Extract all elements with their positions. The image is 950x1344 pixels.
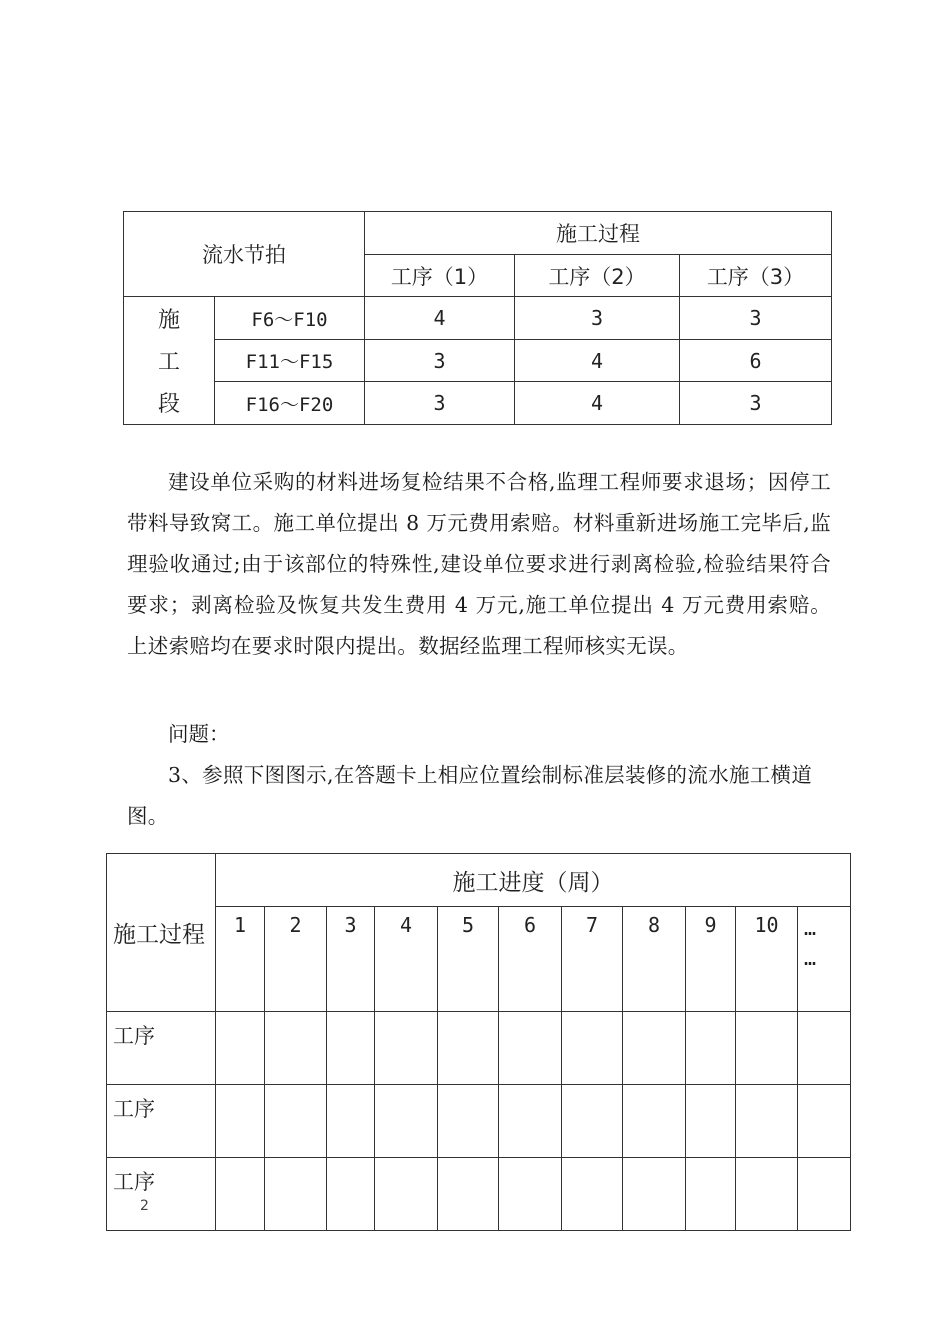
gantt-cell[interactable] <box>686 1158 736 1231</box>
gantt-cell[interactable] <box>623 1085 686 1158</box>
gantt-cell[interactable] <box>327 1085 375 1158</box>
week-number: 10 <box>736 907 798 1012</box>
gantt-cell[interactable] <box>562 1012 623 1085</box>
process-row-label: 工序 <box>107 1085 216 1158</box>
section-label-char: 施 <box>124 297 215 340</box>
week-number: 1 <box>216 907 265 1012</box>
gantt-cell[interactable] <box>623 1158 686 1231</box>
body-paragraph <box>127 462 831 667</box>
gantt-cell[interactable] <box>736 1012 798 1085</box>
rhythm-value: 3 <box>680 297 832 340</box>
section-label-char: 段 <box>124 382 215 425</box>
process-group-header: 施工过程 <box>365 212 832 255</box>
gantt-cell[interactable] <box>736 1158 798 1231</box>
task-text: 3、参照下图图示,在答题卡上相应位置绘制标准层装修的流水施工横道图。 <box>127 763 813 828</box>
gantt-cell[interactable] <box>798 1085 851 1158</box>
week-number: 7 <box>562 907 623 1012</box>
process-header: 工序（1） <box>365 255 515 297</box>
rhythm-table <box>123 211 832 425</box>
gantt-cell[interactable] <box>216 1158 265 1231</box>
week-number: 6 <box>499 907 562 1012</box>
section-range: F11～F15 <box>215 340 365 382</box>
gantt-cell[interactable] <box>265 1012 327 1085</box>
rhythm-value: 3 <box>365 340 515 382</box>
week-number: 4 <box>375 907 438 1012</box>
gantt-cell[interactable] <box>623 1012 686 1085</box>
gantt-cell[interactable] <box>327 1012 375 1085</box>
gantt-cell[interactable] <box>499 1012 562 1085</box>
gantt-cell[interactable] <box>798 1158 851 1231</box>
gantt-cell[interactable] <box>499 1085 562 1158</box>
gantt-cell[interactable] <box>686 1012 736 1085</box>
section-range: F6～F10 <box>215 297 365 340</box>
gantt-cell[interactable] <box>216 1085 265 1158</box>
week-number: 8 <box>623 907 686 1012</box>
rhythm-value: 3 <box>365 382 515 425</box>
gantt-cell[interactable] <box>686 1085 736 1158</box>
claim-description: 建设单位采购的材料进场复检结果不合格,监理工程师要求退场；因停工带料导致窝工。施工单位提出 8 万元费用索赔。材料重新进场施工完毕后,监理验收通过;由于该部位的特殊性,建设单位要求进行剥离检验,检验结果符合要求；剥离检验及恢复共发生费用 4 万元,施工单位提出 4 万元费用索赔。上述索赔均在要求时限内提出。数据经监理工程师核实无误。 <box>127 470 831 658</box>
ellipsis-line: … <box>804 946 815 970</box>
process-header: 工序（2） <box>515 255 680 297</box>
process-header: 工序（3） <box>680 255 832 297</box>
process-row-label: 工序 <box>107 1012 216 1085</box>
rhythm-value: 4 <box>365 297 515 340</box>
rhythm-value: 6 <box>680 340 832 382</box>
week-number: 2 <box>265 907 327 1012</box>
gantt-cell[interactable] <box>736 1085 798 1158</box>
process-column-header: 施工过程 <box>107 854 216 1012</box>
week-number: 9 <box>686 907 736 1012</box>
rhythm-table-corner: 流水节拍 <box>124 212 365 297</box>
section-label-char: 工 <box>124 340 215 382</box>
rhythm-value: 3 <box>515 297 680 340</box>
gantt-cell[interactable] <box>375 1158 438 1231</box>
gantt-cell[interactable] <box>438 1085 499 1158</box>
gantt-cell[interactable] <box>265 1158 327 1231</box>
rhythm-value: 4 <box>515 340 680 382</box>
gantt-cell[interactable] <box>375 1012 438 1085</box>
gantt-cell[interactable] <box>327 1158 375 1231</box>
section-range: F16～F20 <box>215 382 365 425</box>
gantt-cell[interactable] <box>375 1085 438 1158</box>
week-number: 5 <box>438 907 499 1012</box>
gantt-cell[interactable] <box>216 1012 265 1085</box>
progress-header: 施工进度（周） <box>216 854 851 907</box>
week-number: 3 <box>327 907 375 1012</box>
week-ellipsis <box>798 907 851 1012</box>
question-label: 问题： <box>168 722 230 746</box>
process-row-label: 工序 <box>107 1158 216 1231</box>
gantt-cell[interactable] <box>562 1158 623 1231</box>
gantt-cell[interactable] <box>562 1085 623 1158</box>
page-number: 2 <box>140 1198 149 1214</box>
gantt-table <box>106 853 851 1231</box>
gantt-cell[interactable] <box>438 1158 499 1231</box>
gantt-cell[interactable] <box>438 1012 499 1085</box>
gantt-cell[interactable] <box>499 1158 562 1231</box>
rhythm-value: 3 <box>680 382 832 425</box>
gantt-cell[interactable] <box>265 1085 327 1158</box>
gantt-cell[interactable] <box>798 1012 851 1085</box>
ellipsis-line: … <box>804 916 815 940</box>
rhythm-value: 4 <box>515 382 680 425</box>
